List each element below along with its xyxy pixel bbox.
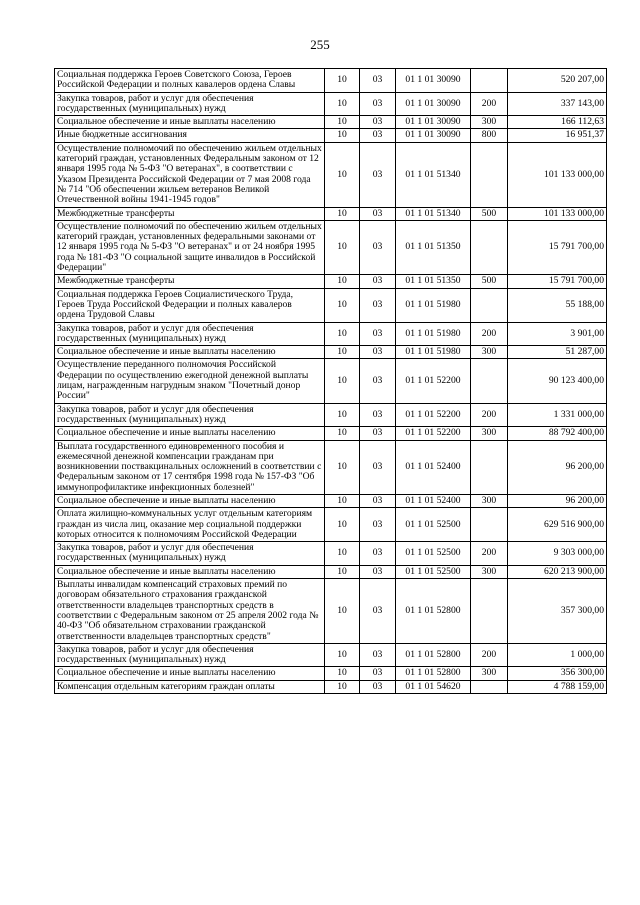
target-article-code-cell: 01 1 01 51350: [396, 275, 471, 288]
amount-cell: 356 300,00: [508, 667, 607, 680]
expense-type-code-cell: 300: [471, 565, 508, 578]
section-code-cell: 10: [325, 427, 360, 440]
expense-type-code-cell: 300: [471, 427, 508, 440]
target-article-code-cell: 01 1 01 30090: [396, 69, 471, 93]
section-code-cell: 10: [325, 494, 360, 507]
item-name-cell: Иные бюджетные ассигнования: [55, 129, 325, 142]
section-code-cell: 10: [325, 220, 360, 274]
table-row: [55, 403, 607, 427]
target-article-code-cell: 01 1 01 51340: [396, 207, 471, 220]
expense-type-code-cell: 200: [471, 322, 508, 346]
table-row: [55, 322, 607, 346]
target-article-code-cell: 01 1 01 51350: [396, 220, 471, 274]
amount-cell: 3 901,00: [508, 322, 607, 346]
item-name-cell: Социальное обеспечение и иные выплаты населению: [55, 667, 325, 680]
subsection-code-cell: 03: [360, 207, 396, 220]
target-article-code-cell: 01 1 01 30090: [396, 92, 471, 116]
expense-type-code-cell: [471, 508, 508, 542]
subsection-code-cell: 03: [360, 69, 396, 93]
amount-cell: 51 287,00: [508, 346, 607, 359]
subsection-code-cell: 03: [360, 116, 396, 129]
target-article-code-cell: 01 1 01 52200: [396, 427, 471, 440]
item-name-cell: Закупка товаров, работ и услуг для обеспечения государственных (муниципальных) нужд: [55, 542, 325, 566]
section-code-cell: 10: [325, 116, 360, 129]
amount-cell: 15 791 700,00: [508, 220, 607, 274]
table-row: [55, 69, 607, 93]
amount-cell: 55 188,00: [508, 288, 607, 322]
subsection-code-cell: 03: [360, 346, 396, 359]
expense-type-code-cell: 800: [471, 129, 508, 142]
subsection-code-cell: 03: [360, 667, 396, 680]
table-row: [55, 288, 607, 322]
target-article-code-cell: 01 1 01 51980: [396, 288, 471, 322]
amount-cell: 1 000,00: [508, 643, 607, 667]
subsection-code-cell: 03: [360, 275, 396, 288]
section-code-cell: 10: [325, 403, 360, 427]
subsection-code-cell: 03: [360, 92, 396, 116]
subsection-code-cell: 03: [360, 359, 396, 403]
table-row: [55, 346, 607, 359]
subsection-code-cell: 03: [360, 643, 396, 667]
section-code-cell: 10: [325, 346, 360, 359]
table-row: [55, 116, 607, 129]
table-row: [55, 565, 607, 578]
item-name-cell: Социальная поддержка Героев Советского Союза, Героев Российской Федерации и полных кавалеров ордена Славы: [55, 69, 325, 93]
amount-cell: 1 331 000,00: [508, 403, 607, 427]
section-code-cell: 10: [325, 207, 360, 220]
table-row: [55, 667, 607, 680]
section-code-cell: 10: [325, 508, 360, 542]
amount-cell: 101 133 000,00: [508, 207, 607, 220]
expense-type-code-cell: [471, 220, 508, 274]
target-article-code-cell: 01 1 01 51340: [396, 142, 471, 207]
table-row: [55, 680, 607, 693]
item-name-cell: Закупка товаров, работ и услуг для обеспечения государственных (муниципальных) нужд: [55, 322, 325, 346]
subsection-code-cell: 03: [360, 440, 396, 494]
table-row: [55, 220, 607, 274]
subsection-code-cell: 03: [360, 494, 396, 507]
table-row: [55, 207, 607, 220]
item-name-cell: Выплата государственного единовременного пособия и ежемесячной денежной компенсации гражданам при возникновении поствакцинальных осложнений в соответствии с Федеральным законом от 17 сентября 1998 года № 157-ФЗ "Об иммунопрофилактике инфекционных болезней": [55, 440, 325, 494]
section-code-cell: 10: [325, 680, 360, 693]
subsection-code-cell: 03: [360, 542, 396, 566]
amount-cell: 620 213 900,00: [508, 565, 607, 578]
expense-type-code-cell: 500: [471, 275, 508, 288]
amount-cell: 629 516 900,00: [508, 508, 607, 542]
table-row: [55, 542, 607, 566]
item-name-cell: Социальное обеспечение и иные выплаты населению: [55, 427, 325, 440]
section-code-cell: 10: [325, 440, 360, 494]
subsection-code-cell: 03: [360, 142, 396, 207]
target-article-code-cell: 01 1 01 52800: [396, 643, 471, 667]
expense-type-code-cell: [471, 69, 508, 93]
expense-type-code-cell: [471, 579, 508, 644]
item-name-cell: Социальная поддержка Героев Социалистического Труда, Героев Труда Российской Федерации и полных кавалеров ордена Трудовой Славы: [55, 288, 325, 322]
section-code-cell: 10: [325, 92, 360, 116]
section-code-cell: 10: [325, 69, 360, 93]
expense-type-code-cell: 200: [471, 643, 508, 667]
section-code-cell: 10: [325, 359, 360, 403]
expense-type-code-cell: [471, 288, 508, 322]
subsection-code-cell: 03: [360, 129, 396, 142]
item-name-cell: Закупка товаров, работ и услуг для обеспечения государственных (муниципальных) нужд: [55, 403, 325, 427]
amount-cell: 96 200,00: [508, 440, 607, 494]
subsection-code-cell: 03: [360, 579, 396, 644]
table-row: [55, 275, 607, 288]
amount-cell: 88 792 400,00: [508, 427, 607, 440]
budget-table-body: [55, 69, 607, 694]
item-name-cell: Закупка товаров, работ и услуг для обеспечения государственных (муниципальных) нужд: [55, 92, 325, 116]
budget-table: [54, 68, 607, 694]
item-name-cell: Осуществление полномочий по обеспечению жильем отдельных категорий граждан, установленных федеральными законами от 12 января 1995 года № 5-ФЗ "О ветеранах" и от 24 ноября 1995 года № 181-ФЗ "О социальной защите инвалидов в Российской Федерации": [55, 220, 325, 274]
table-row: [55, 142, 607, 207]
section-code-cell: 10: [325, 667, 360, 680]
amount-cell: 520 207,00: [508, 69, 607, 93]
table-row: [55, 92, 607, 116]
item-name-cell: Выплаты инвалидам компенсаций страховых премий по договорам обязательного страхования гражданской ответственности владельцев транспортных средств в соответствии с Федеральным законом от 25 апреля 2002 года № 40-ФЗ "Об обязательном страховании гражданской ответственности владельцев транспортных средств": [55, 579, 325, 644]
target-article-code-cell: 01 1 01 52800: [396, 667, 471, 680]
target-article-code-cell: 01 1 01 30090: [396, 116, 471, 129]
amount-cell: 15 791 700,00: [508, 275, 607, 288]
expense-type-code-cell: [471, 142, 508, 207]
subsection-code-cell: 03: [360, 288, 396, 322]
target-article-code-cell: 01 1 01 52800: [396, 579, 471, 644]
item-name-cell: Социальное обеспечение и иные выплаты населению: [55, 346, 325, 359]
amount-cell: 357 300,00: [508, 579, 607, 644]
amount-cell: 16 951,37: [508, 129, 607, 142]
target-article-code-cell: 01 1 01 54620: [396, 680, 471, 693]
table-row: [55, 494, 607, 507]
target-article-code-cell: 01 1 01 52200: [396, 403, 471, 427]
expense-type-code-cell: 200: [471, 542, 508, 566]
item-name-cell: Закупка товаров, работ и услуг для обеспечения государственных (муниципальных) нужд: [55, 643, 325, 667]
section-code-cell: 10: [325, 129, 360, 142]
section-code-cell: 10: [325, 643, 360, 667]
item-name-cell: Осуществление полномочий по обеспечению жильем отдельных категорий граждан, установленных Федеральным законом от 12 января 1995 года № 5-ФЗ "О ветеранах", в соответствии с Указом Президента Российской Федерации от 7 мая 2008 года № 714 "Об обеспечении жильем ветеранов Великой Отечественной войны 1941-1945 годов": [55, 142, 325, 207]
subsection-code-cell: 03: [360, 403, 396, 427]
target-article-code-cell: 01 1 01 52400: [396, 494, 471, 507]
section-code-cell: 10: [325, 288, 360, 322]
expense-type-code-cell: 300: [471, 346, 508, 359]
section-code-cell: 10: [325, 322, 360, 346]
item-name-cell: Компенсация отдельным категориям граждан оплаты: [55, 680, 325, 693]
section-code-cell: 10: [325, 275, 360, 288]
expense-type-code-cell: 300: [471, 116, 508, 129]
target-article-code-cell: 01 1 01 52400: [396, 440, 471, 494]
subsection-code-cell: 03: [360, 680, 396, 693]
expense-type-code-cell: 300: [471, 494, 508, 507]
target-article-code-cell: 01 1 01 52200: [396, 359, 471, 403]
expense-type-code-cell: [471, 440, 508, 494]
amount-cell: 9 303 000,00: [508, 542, 607, 566]
expense-type-code-cell: 500: [471, 207, 508, 220]
item-name-cell: Оплата жилищно-коммунальных услуг отдельным категориям граждан из числа лиц, оказание мер социальной поддержки которых относится к полномочиям Российской Федерации: [55, 508, 325, 542]
expense-type-code-cell: [471, 680, 508, 693]
expense-type-code-cell: [471, 359, 508, 403]
item-name-cell: Социальное обеспечение и иные выплаты населению: [55, 116, 325, 129]
table-row: [55, 440, 607, 494]
section-code-cell: 10: [325, 579, 360, 644]
target-article-code-cell: 01 1 01 51980: [396, 322, 471, 346]
target-article-code-cell: 01 1 01 52500: [396, 508, 471, 542]
table-row: [55, 129, 607, 142]
table-row: [55, 579, 607, 644]
section-code-cell: 10: [325, 542, 360, 566]
subsection-code-cell: 03: [360, 220, 396, 274]
target-article-code-cell: 01 1 01 30090: [396, 129, 471, 142]
target-article-code-cell: 01 1 01 51980: [396, 346, 471, 359]
target-article-code-cell: 01 1 01 52500: [396, 565, 471, 578]
subsection-code-cell: 03: [360, 508, 396, 542]
amount-cell: 101 133 000,00: [508, 142, 607, 207]
amount-cell: 337 143,00: [508, 92, 607, 116]
subsection-code-cell: 03: [360, 427, 396, 440]
page-number: 255: [310, 37, 330, 52]
table-row: [55, 427, 607, 440]
item-name-cell: Осуществление переданного полномочия Российской Федерации по осуществлению ежегодной денежной выплаты лицам, награжденным нагрудным знаком "Почетный донор России": [55, 359, 325, 403]
expense-type-code-cell: 300: [471, 667, 508, 680]
item-name-cell: Межбюджетные трансферты: [55, 207, 325, 220]
expense-type-code-cell: 200: [471, 92, 508, 116]
subsection-code-cell: 03: [360, 322, 396, 346]
amount-cell: 166 112,63: [508, 116, 607, 129]
item-name-cell: Социальное обеспечение и иные выплаты населению: [55, 565, 325, 578]
expense-type-code-cell: 200: [471, 403, 508, 427]
table-row: [55, 643, 607, 667]
section-code-cell: 10: [325, 565, 360, 578]
item-name-cell: Межбюджетные трансферты: [55, 275, 325, 288]
section-code-cell: 10: [325, 142, 360, 207]
table-row: [55, 508, 607, 542]
subsection-code-cell: 03: [360, 565, 396, 578]
target-article-code-cell: 01 1 01 52500: [396, 542, 471, 566]
amount-cell: 90 123 400,00: [508, 359, 607, 403]
table-row: [55, 359, 607, 403]
amount-cell: 4 788 159,00: [508, 680, 607, 693]
item-name-cell: Социальное обеспечение и иные выплаты населению: [55, 494, 325, 507]
amount-cell: 96 200,00: [508, 494, 607, 507]
